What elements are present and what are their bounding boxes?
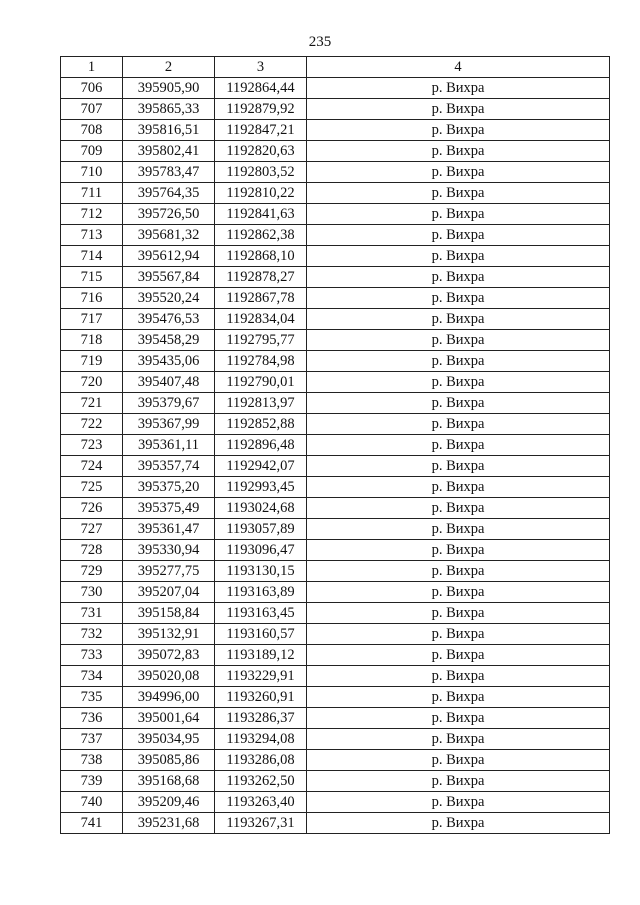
point-number-cell: 725 <box>61 477 123 498</box>
point-number-cell: 724 <box>61 456 123 477</box>
x-coordinate-cell: 395132,91 <box>123 624 215 645</box>
point-number-cell: 727 <box>61 519 123 540</box>
description-cell: р. Вихра <box>307 666 610 687</box>
table-row <box>61 603 610 624</box>
x-coordinate-cell: 395816,51 <box>123 120 215 141</box>
description-cell: р. Вихра <box>307 519 610 540</box>
description-cell: р. Вихра <box>307 120 610 141</box>
table-row <box>61 204 610 225</box>
table-row <box>61 162 610 183</box>
table-row <box>61 267 610 288</box>
x-coordinate-cell: 395085,86 <box>123 750 215 771</box>
column-header-x-coordinate: 2 <box>123 57 215 78</box>
x-coordinate-cell: 395158,84 <box>123 603 215 624</box>
description-cell: р. Вихра <box>307 162 610 183</box>
x-coordinate-cell: 395681,32 <box>123 225 215 246</box>
x-coordinate-cell: 395905,90 <box>123 78 215 99</box>
x-coordinate-cell: 395357,74 <box>123 456 215 477</box>
x-coordinate-cell: 395361,47 <box>123 519 215 540</box>
point-number-cell: 707 <box>61 99 123 120</box>
y-coordinate-cell: 1193260,91 <box>215 687 307 708</box>
description-cell: р. Вихра <box>307 561 610 582</box>
table-row <box>61 372 610 393</box>
description-cell: р. Вихра <box>307 267 610 288</box>
table-row <box>61 288 610 309</box>
description-cell: р. Вихра <box>307 393 610 414</box>
table-row <box>61 78 610 99</box>
y-coordinate-cell: 1192813,97 <box>215 393 307 414</box>
column-header-point-number: 1 <box>61 57 123 78</box>
y-coordinate-cell: 1193229,91 <box>215 666 307 687</box>
y-coordinate-cell: 1193096,47 <box>215 540 307 561</box>
y-coordinate-cell: 1193294,08 <box>215 729 307 750</box>
description-cell: р. Вихра <box>307 141 610 162</box>
point-number-cell: 709 <box>61 141 123 162</box>
table-row <box>61 561 610 582</box>
coordinates-table <box>60 56 610 834</box>
description-cell: р. Вихра <box>307 813 610 834</box>
table-row <box>61 624 610 645</box>
column-header-y-coordinate: 3 <box>215 57 307 78</box>
y-coordinate-cell: 1192841,63 <box>215 204 307 225</box>
x-coordinate-cell: 395476,53 <box>123 309 215 330</box>
x-coordinate-cell: 395367,99 <box>123 414 215 435</box>
y-coordinate-cell: 1193263,40 <box>215 792 307 813</box>
point-number-cell: 708 <box>61 120 123 141</box>
description-cell: р. Вихра <box>307 498 610 519</box>
table-row <box>61 687 610 708</box>
table-row <box>61 792 610 813</box>
x-coordinate-cell: 395435,06 <box>123 351 215 372</box>
y-coordinate-cell: 1193057,89 <box>215 519 307 540</box>
description-cell: р. Вихра <box>307 582 610 603</box>
point-number-cell: 737 <box>61 729 123 750</box>
point-number-cell: 712 <box>61 204 123 225</box>
y-coordinate-cell: 1193024,68 <box>215 498 307 519</box>
x-coordinate-cell: 395034,95 <box>123 729 215 750</box>
point-number-cell: 733 <box>61 645 123 666</box>
x-coordinate-cell: 395207,04 <box>123 582 215 603</box>
point-number-cell: 740 <box>61 792 123 813</box>
y-coordinate-cell: 1192852,88 <box>215 414 307 435</box>
y-coordinate-cell: 1192810,22 <box>215 183 307 204</box>
description-cell: р. Вихра <box>307 771 610 792</box>
table-row <box>61 246 610 267</box>
point-number-cell: 732 <box>61 624 123 645</box>
table-row <box>61 750 610 771</box>
x-coordinate-cell: 395379,67 <box>123 393 215 414</box>
table-header-row <box>61 57 610 78</box>
table-row <box>61 120 610 141</box>
point-number-cell: 736 <box>61 708 123 729</box>
point-number-cell: 722 <box>61 414 123 435</box>
y-coordinate-cell: 1192784,98 <box>215 351 307 372</box>
point-number-cell: 741 <box>61 813 123 834</box>
x-coordinate-cell: 395802,41 <box>123 141 215 162</box>
description-cell: р. Вихра <box>307 729 610 750</box>
table-row <box>61 540 610 561</box>
description-cell: р. Вихра <box>307 246 610 267</box>
description-cell: р. Вихра <box>307 225 610 246</box>
table-row <box>61 435 610 456</box>
y-coordinate-cell: 1193262,50 <box>215 771 307 792</box>
table-body <box>61 78 610 834</box>
y-coordinate-cell: 1193163,45 <box>215 603 307 624</box>
point-number-cell: 719 <box>61 351 123 372</box>
y-coordinate-cell: 1193286,08 <box>215 750 307 771</box>
x-coordinate-cell: 395209,46 <box>123 792 215 813</box>
description-cell: р. Вихра <box>307 624 610 645</box>
y-coordinate-cell: 1193160,57 <box>215 624 307 645</box>
y-coordinate-cell: 1193286,37 <box>215 708 307 729</box>
y-coordinate-cell: 1192867,78 <box>215 288 307 309</box>
y-coordinate-cell: 1193130,15 <box>215 561 307 582</box>
x-coordinate-cell: 395520,24 <box>123 288 215 309</box>
point-number-cell: 716 <box>61 288 123 309</box>
description-cell: р. Вихра <box>307 540 610 561</box>
x-coordinate-cell: 395783,47 <box>123 162 215 183</box>
x-coordinate-cell: 395726,50 <box>123 204 215 225</box>
y-coordinate-cell: 1192868,10 <box>215 246 307 267</box>
x-coordinate-cell: 395072,83 <box>123 645 215 666</box>
y-coordinate-cell: 1192942,07 <box>215 456 307 477</box>
x-coordinate-cell: 395001,64 <box>123 708 215 729</box>
y-coordinate-cell: 1192993,45 <box>215 477 307 498</box>
table-row <box>61 456 610 477</box>
table-row <box>61 477 610 498</box>
description-cell: р. Вихра <box>307 330 610 351</box>
table-row <box>61 414 610 435</box>
table-row <box>61 813 610 834</box>
x-coordinate-cell: 395407,48 <box>123 372 215 393</box>
table-row <box>61 225 610 246</box>
table-row <box>61 708 610 729</box>
table-row <box>61 498 610 519</box>
point-number-cell: 730 <box>61 582 123 603</box>
point-number-cell: 720 <box>61 372 123 393</box>
description-cell: р. Вихра <box>307 687 610 708</box>
y-coordinate-cell: 1192896,48 <box>215 435 307 456</box>
x-coordinate-cell: 395361,11 <box>123 435 215 456</box>
description-cell: р. Вихра <box>307 309 610 330</box>
description-cell: р. Вихра <box>307 78 610 99</box>
description-cell: р. Вихра <box>307 99 610 120</box>
table-row <box>61 351 610 372</box>
point-number-cell: 715 <box>61 267 123 288</box>
point-number-cell: 729 <box>61 561 123 582</box>
description-cell: р. Вихра <box>307 603 610 624</box>
x-coordinate-cell: 395567,84 <box>123 267 215 288</box>
description-cell: р. Вихра <box>307 204 610 225</box>
y-coordinate-cell: 1192879,92 <box>215 99 307 120</box>
point-number-cell: 735 <box>61 687 123 708</box>
point-number-cell: 718 <box>61 330 123 351</box>
y-coordinate-cell: 1192790,01 <box>215 372 307 393</box>
point-number-cell: 738 <box>61 750 123 771</box>
table-row <box>61 141 610 162</box>
table-row <box>61 729 610 750</box>
x-coordinate-cell: 395612,94 <box>123 246 215 267</box>
point-number-cell: 731 <box>61 603 123 624</box>
description-cell: р. Вихра <box>307 750 610 771</box>
point-number-cell: 714 <box>61 246 123 267</box>
y-coordinate-cell: 1192864,44 <box>215 78 307 99</box>
point-number-cell: 728 <box>61 540 123 561</box>
table-row <box>61 645 610 666</box>
x-coordinate-cell: 395375,49 <box>123 498 215 519</box>
point-number-cell: 710 <box>61 162 123 183</box>
description-cell: р. Вихра <box>307 435 610 456</box>
y-coordinate-cell: 1192834,04 <box>215 309 307 330</box>
x-coordinate-cell: 394996,00 <box>123 687 215 708</box>
description-cell: р. Вихра <box>307 708 610 729</box>
x-coordinate-cell: 395764,35 <box>123 183 215 204</box>
point-number-cell: 717 <box>61 309 123 330</box>
y-coordinate-cell: 1193267,31 <box>215 813 307 834</box>
x-coordinate-cell: 395168,68 <box>123 771 215 792</box>
description-cell: р. Вихра <box>307 792 610 813</box>
y-coordinate-cell: 1192803,52 <box>215 162 307 183</box>
description-cell: р. Вихра <box>307 414 610 435</box>
description-cell: р. Вихра <box>307 288 610 309</box>
x-coordinate-cell: 395458,29 <box>123 330 215 351</box>
point-number-cell: 723 <box>61 435 123 456</box>
table-row <box>61 183 610 204</box>
table-row <box>61 582 610 603</box>
point-number-cell: 726 <box>61 498 123 519</box>
description-cell: р. Вихра <box>307 183 610 204</box>
point-number-cell: 711 <box>61 183 123 204</box>
description-cell: р. Вихра <box>307 372 610 393</box>
y-coordinate-cell: 1192878,27 <box>215 267 307 288</box>
table-row <box>61 393 610 414</box>
x-coordinate-cell: 395231,68 <box>123 813 215 834</box>
y-coordinate-cell: 1192847,21 <box>215 120 307 141</box>
table-row <box>61 666 610 687</box>
x-coordinate-cell: 395020,08 <box>123 666 215 687</box>
table-row <box>61 99 610 120</box>
table-row <box>61 771 610 792</box>
y-coordinate-cell: 1193163,89 <box>215 582 307 603</box>
page-number: 235 <box>308 34 332 50</box>
table-row <box>61 309 610 330</box>
point-number-cell: 734 <box>61 666 123 687</box>
point-number-cell: 721 <box>61 393 123 414</box>
x-coordinate-cell: 395375,20 <box>123 477 215 498</box>
description-cell: р. Вихра <box>307 645 610 666</box>
x-coordinate-cell: 395330,94 <box>123 540 215 561</box>
description-cell: р. Вихра <box>307 477 610 498</box>
table-row <box>61 330 610 351</box>
description-cell: р. Вихра <box>307 456 610 477</box>
x-coordinate-cell: 395277,75 <box>123 561 215 582</box>
y-coordinate-cell: 1193189,12 <box>215 645 307 666</box>
column-header-description: 4 <box>307 57 610 78</box>
point-number-cell: 706 <box>61 78 123 99</box>
description-cell: р. Вихра <box>307 351 610 372</box>
point-number-cell: 739 <box>61 771 123 792</box>
y-coordinate-cell: 1192795,77 <box>215 330 307 351</box>
x-coordinate-cell: 395865,33 <box>123 99 215 120</box>
point-number-cell: 713 <box>61 225 123 246</box>
table-row <box>61 519 610 540</box>
y-coordinate-cell: 1192820,63 <box>215 141 307 162</box>
y-coordinate-cell: 1192862,38 <box>215 225 307 246</box>
